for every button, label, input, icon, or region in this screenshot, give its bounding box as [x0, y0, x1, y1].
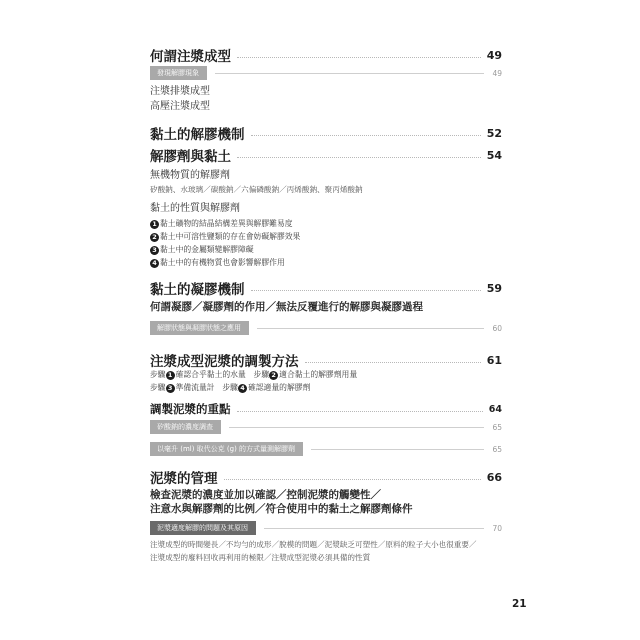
step-label: 步驟 [150, 383, 166, 392]
entry-page: 54 [486, 148, 502, 162]
circled-number: 2 [150, 233, 159, 242]
tag-page: 65 [492, 422, 502, 432]
entry-title: 注漿成型泥漿的調製方法 [150, 354, 299, 370]
step-line-2 [150, 382, 310, 393]
list-item-text: 黏土中的有機物質也會影響解膠作用 [160, 258, 285, 267]
tag-rule [229, 427, 484, 428]
toc-tag-2[interactable] [150, 321, 502, 335]
subheading: 何謂凝膠／凝膠劑的作用／無法反覆進行的解膠與凝膠過程 [150, 301, 423, 313]
toc-entry-5-1[interactable] [150, 401, 502, 417]
toc-entry-2[interactable] [150, 123, 502, 143]
entry-page: 52 [486, 126, 502, 140]
toc-tag-5[interactable] [150, 521, 502, 535]
toc-tag-1[interactable] [150, 66, 502, 80]
tag-page: 49 [492, 68, 502, 78]
step-line-1 [150, 369, 357, 380]
toc-tag-4[interactable] [150, 442, 502, 456]
toc-tag-3[interactable] [150, 420, 502, 434]
dot-leader [251, 135, 481, 136]
entry-page: 59 [486, 281, 502, 295]
entry-page: 61 [486, 353, 502, 367]
subheading: 無機物質的解膠劑 [150, 170, 230, 181]
list-item [150, 257, 285, 268]
tag-page: 65 [492, 444, 502, 454]
entry-title: 黏土的凝膠機制 [150, 282, 245, 298]
subheading: 黏土的性質與解膠劑 [150, 203, 240, 214]
tag-page: 60 [492, 323, 502, 333]
tag-label: 解膠狀態與凝膠狀態之應用 [150, 321, 249, 335]
entry-title: 調製泥漿的重點 [150, 402, 231, 416]
entry-title: 解膠劑與黏土 [150, 149, 231, 165]
circled-number: 1 [166, 371, 175, 380]
tag-page: 70 [492, 523, 502, 533]
tag-rule [257, 328, 484, 329]
circled-number: 3 [166, 384, 175, 393]
subitems: 注漿成型的廢料回收再利用的極限／注漿成型泥漿必須具備的性質 [150, 553, 371, 562]
step-text: 準備流量計 步驟 [175, 383, 238, 392]
entry-title: 泥漿的管理 [150, 471, 218, 487]
toc-entry-1[interactable] [150, 45, 502, 65]
list-item [150, 244, 254, 255]
dot-leader [237, 411, 483, 412]
dot-leader [224, 479, 481, 480]
subitems: 矽酸鈉、水玻璃／碳酸鈉／六偏磷酸鈉／丙烯酸鈉、聚丙烯酸鈉 [150, 185, 363, 194]
dot-leader [251, 290, 481, 291]
entry-page: 49 [486, 48, 502, 62]
circled-number: 4 [238, 384, 247, 393]
subitem: 高壓注漿成型 [150, 101, 210, 112]
toc-entry-5[interactable] [150, 350, 502, 370]
tag-label: 以毫升 (ml) 取代公克 (g) 的方式量測解膠劑 [150, 442, 303, 456]
list-item-text: 黏土中可溶性鹽類的存在會妨礙解膠效果 [160, 232, 301, 241]
entry-title: 何謂注漿成型 [150, 49, 231, 65]
toc-entry-3[interactable] [150, 145, 502, 165]
dot-leader [237, 57, 481, 58]
subitems: 注漿成型的時間變長／不均勻的成形／脫模的問題／泥漿缺乏可塑性／原料的粒子大小也很重要／ [150, 540, 477, 549]
circled-number: 1 [150, 220, 159, 229]
step-text: 確認合乎黏土的水量 步驟 [175, 370, 270, 379]
list-item-text: 黏土中的金屬類變解膠障礙 [160, 245, 254, 254]
entry-title: 黏土的解膠機制 [150, 127, 245, 143]
tag-label: 發現解膠現象 [150, 66, 207, 80]
list-item [150, 231, 300, 242]
dot-leader [237, 157, 481, 158]
tag-rule [264, 528, 484, 529]
list-item [150, 218, 293, 229]
tag-label: 泥漿適度解膠的問題及其原因 [150, 521, 256, 535]
circled-number: 2 [269, 371, 278, 380]
subheading-line: 注意水與解膠劑的比例／符合使用中的黏土之解膠劑條件 [150, 503, 413, 515]
step-label: 步驟 [150, 370, 166, 379]
dot-leader [305, 362, 481, 363]
page-number: 21 [512, 598, 527, 610]
list-item-text: 黏土礦物的結晶結構差異與解膠難易度 [160, 219, 293, 228]
toc-entry-4[interactable] [150, 278, 502, 298]
entry-page: 66 [486, 470, 502, 484]
subitem: 注漿排漿成型 [150, 86, 210, 97]
tag-label: 矽酸鈉的濃度調查 [150, 420, 221, 434]
step-text: 適合黏土的解膠劑用量 [279, 370, 358, 379]
tag-rule [215, 73, 484, 74]
circled-number: 4 [150, 259, 159, 268]
circled-number: 3 [150, 246, 159, 255]
toc-entry-6[interactable] [150, 467, 502, 487]
subheading-line: 檢查泥漿的濃度並加以確認／控制泥漿的觸變性／ [150, 489, 381, 501]
entry-page: 64 [488, 403, 502, 415]
tag-rule [311, 449, 484, 450]
step-text: 確認適量的解膠劑 [247, 383, 311, 392]
